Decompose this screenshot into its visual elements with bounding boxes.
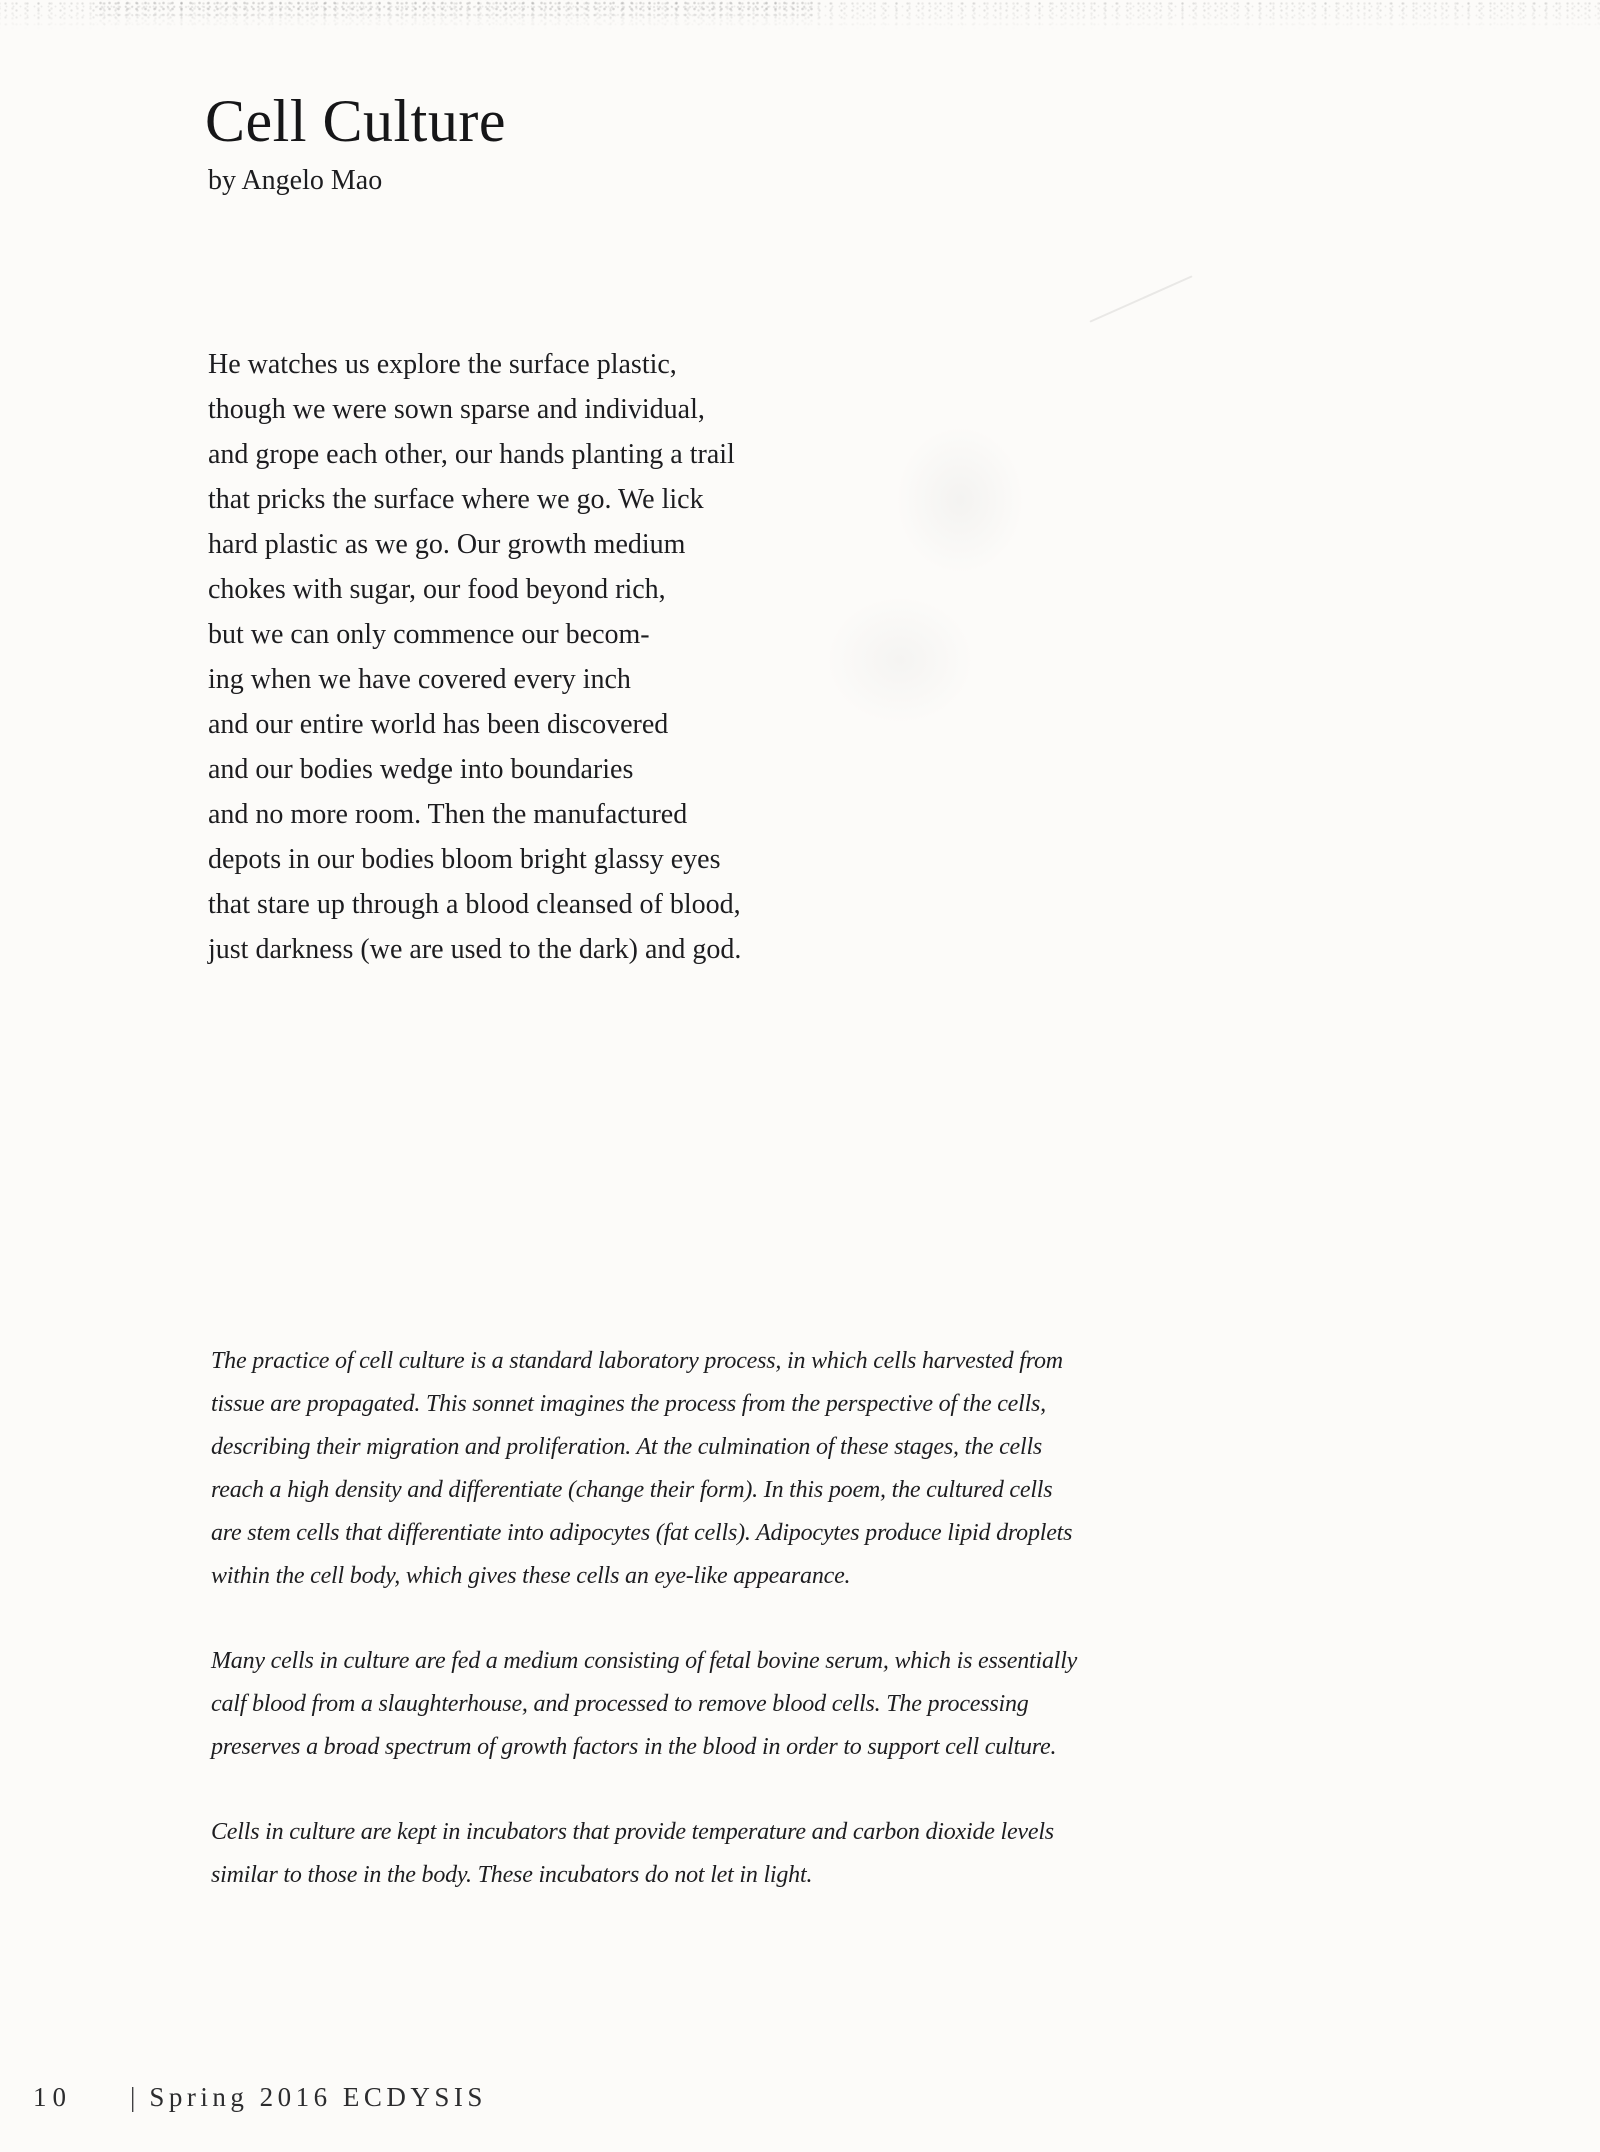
scan-smudge-artifact bbox=[825, 595, 975, 725]
poem-line: and grope each other, our hands planting a trail bbox=[208, 439, 735, 470]
poem-line: and our bodies wedge into boundaries bbox=[208, 754, 634, 785]
page-number: 10 bbox=[33, 2082, 72, 2112]
note-line: tissue are propagated. This sonnet imagines the process from the perspective of the cells, bbox=[211, 1391, 1046, 1417]
poem bbox=[208, 342, 741, 972]
footer-issue-title: Spring 2016 ECDYSIS bbox=[149, 2082, 487, 2112]
note-paragraph bbox=[211, 1640, 1077, 1769]
note-line: calf blood from a slaughterhouse, and processed to remove blood cells. The processing bbox=[211, 1691, 1029, 1717]
note-paragraph bbox=[211, 1811, 1077, 1897]
page-footer bbox=[33, 2082, 487, 2113]
poem-line: that pricks the surface where we go. We lick bbox=[208, 484, 704, 515]
poem-line: just darkness (we are used to the dark) and god. bbox=[208, 934, 742, 965]
poem-line: ing when we have covered every inch bbox=[208, 664, 631, 695]
scan-scratch-artifact bbox=[1089, 275, 1192, 322]
poem-line: chokes with sugar, our food beyond rich, bbox=[208, 574, 666, 605]
poem-line: and no more room. Then the manufactured bbox=[208, 799, 688, 830]
note-line: similar to those in the body. These incubators do not let in light. bbox=[211, 1862, 813, 1888]
note-line: The practice of cell culture is a standard laboratory process, in which cells harvested from bbox=[211, 1348, 1063, 1374]
page-title: Cell Culture bbox=[205, 88, 506, 154]
author-notes bbox=[211, 1340, 1077, 1939]
poem-line: hard plastic as we go. Our growth medium bbox=[208, 529, 686, 560]
note-line: describing their migration and proliferation. At the culmination of these stages, the cells bbox=[211, 1434, 1043, 1460]
note-line: Many cells in culture are fed a medium consisting of fetal bovine serum, which is essentially bbox=[211, 1648, 1078, 1674]
note-line: reach a high density and differentiate (change their form). In this poem, the cultured cells bbox=[211, 1477, 1053, 1503]
footer-separator: | bbox=[130, 2082, 136, 2112]
byline: by Angelo Mao bbox=[208, 165, 383, 196]
poem-line: depots in our bodies bloom bright glassy eyes bbox=[208, 844, 721, 875]
note-line: within the cell body, which gives these cells an eye-like appearance. bbox=[211, 1563, 851, 1589]
poem-line: and our entire world has been discovered bbox=[208, 709, 669, 740]
scan-noise-artifact-dense bbox=[95, 0, 815, 24]
note-line: preserves a broad spectrum of growth factors in the blood in order to support cell culture. bbox=[211, 1734, 1057, 1760]
poem-line: though we were sown sparse and individual, bbox=[208, 394, 705, 425]
note-line: are stem cells that differentiate into adipocytes (fat cells). Adipocytes produce lipid droplets bbox=[211, 1520, 1073, 1546]
scan-smudge-artifact bbox=[895, 425, 1025, 575]
note-paragraph bbox=[211, 1340, 1077, 1598]
poem-line: but we can only commence our becom- bbox=[208, 619, 650, 650]
note-line: Cells in culture are kept in incubators that provide temperature and carbon dioxide levels bbox=[211, 1819, 1054, 1845]
poem-line: that stare up through a blood cleansed of blood, bbox=[208, 889, 741, 920]
poem-line: He watches us explore the surface plastic, bbox=[208, 349, 677, 380]
